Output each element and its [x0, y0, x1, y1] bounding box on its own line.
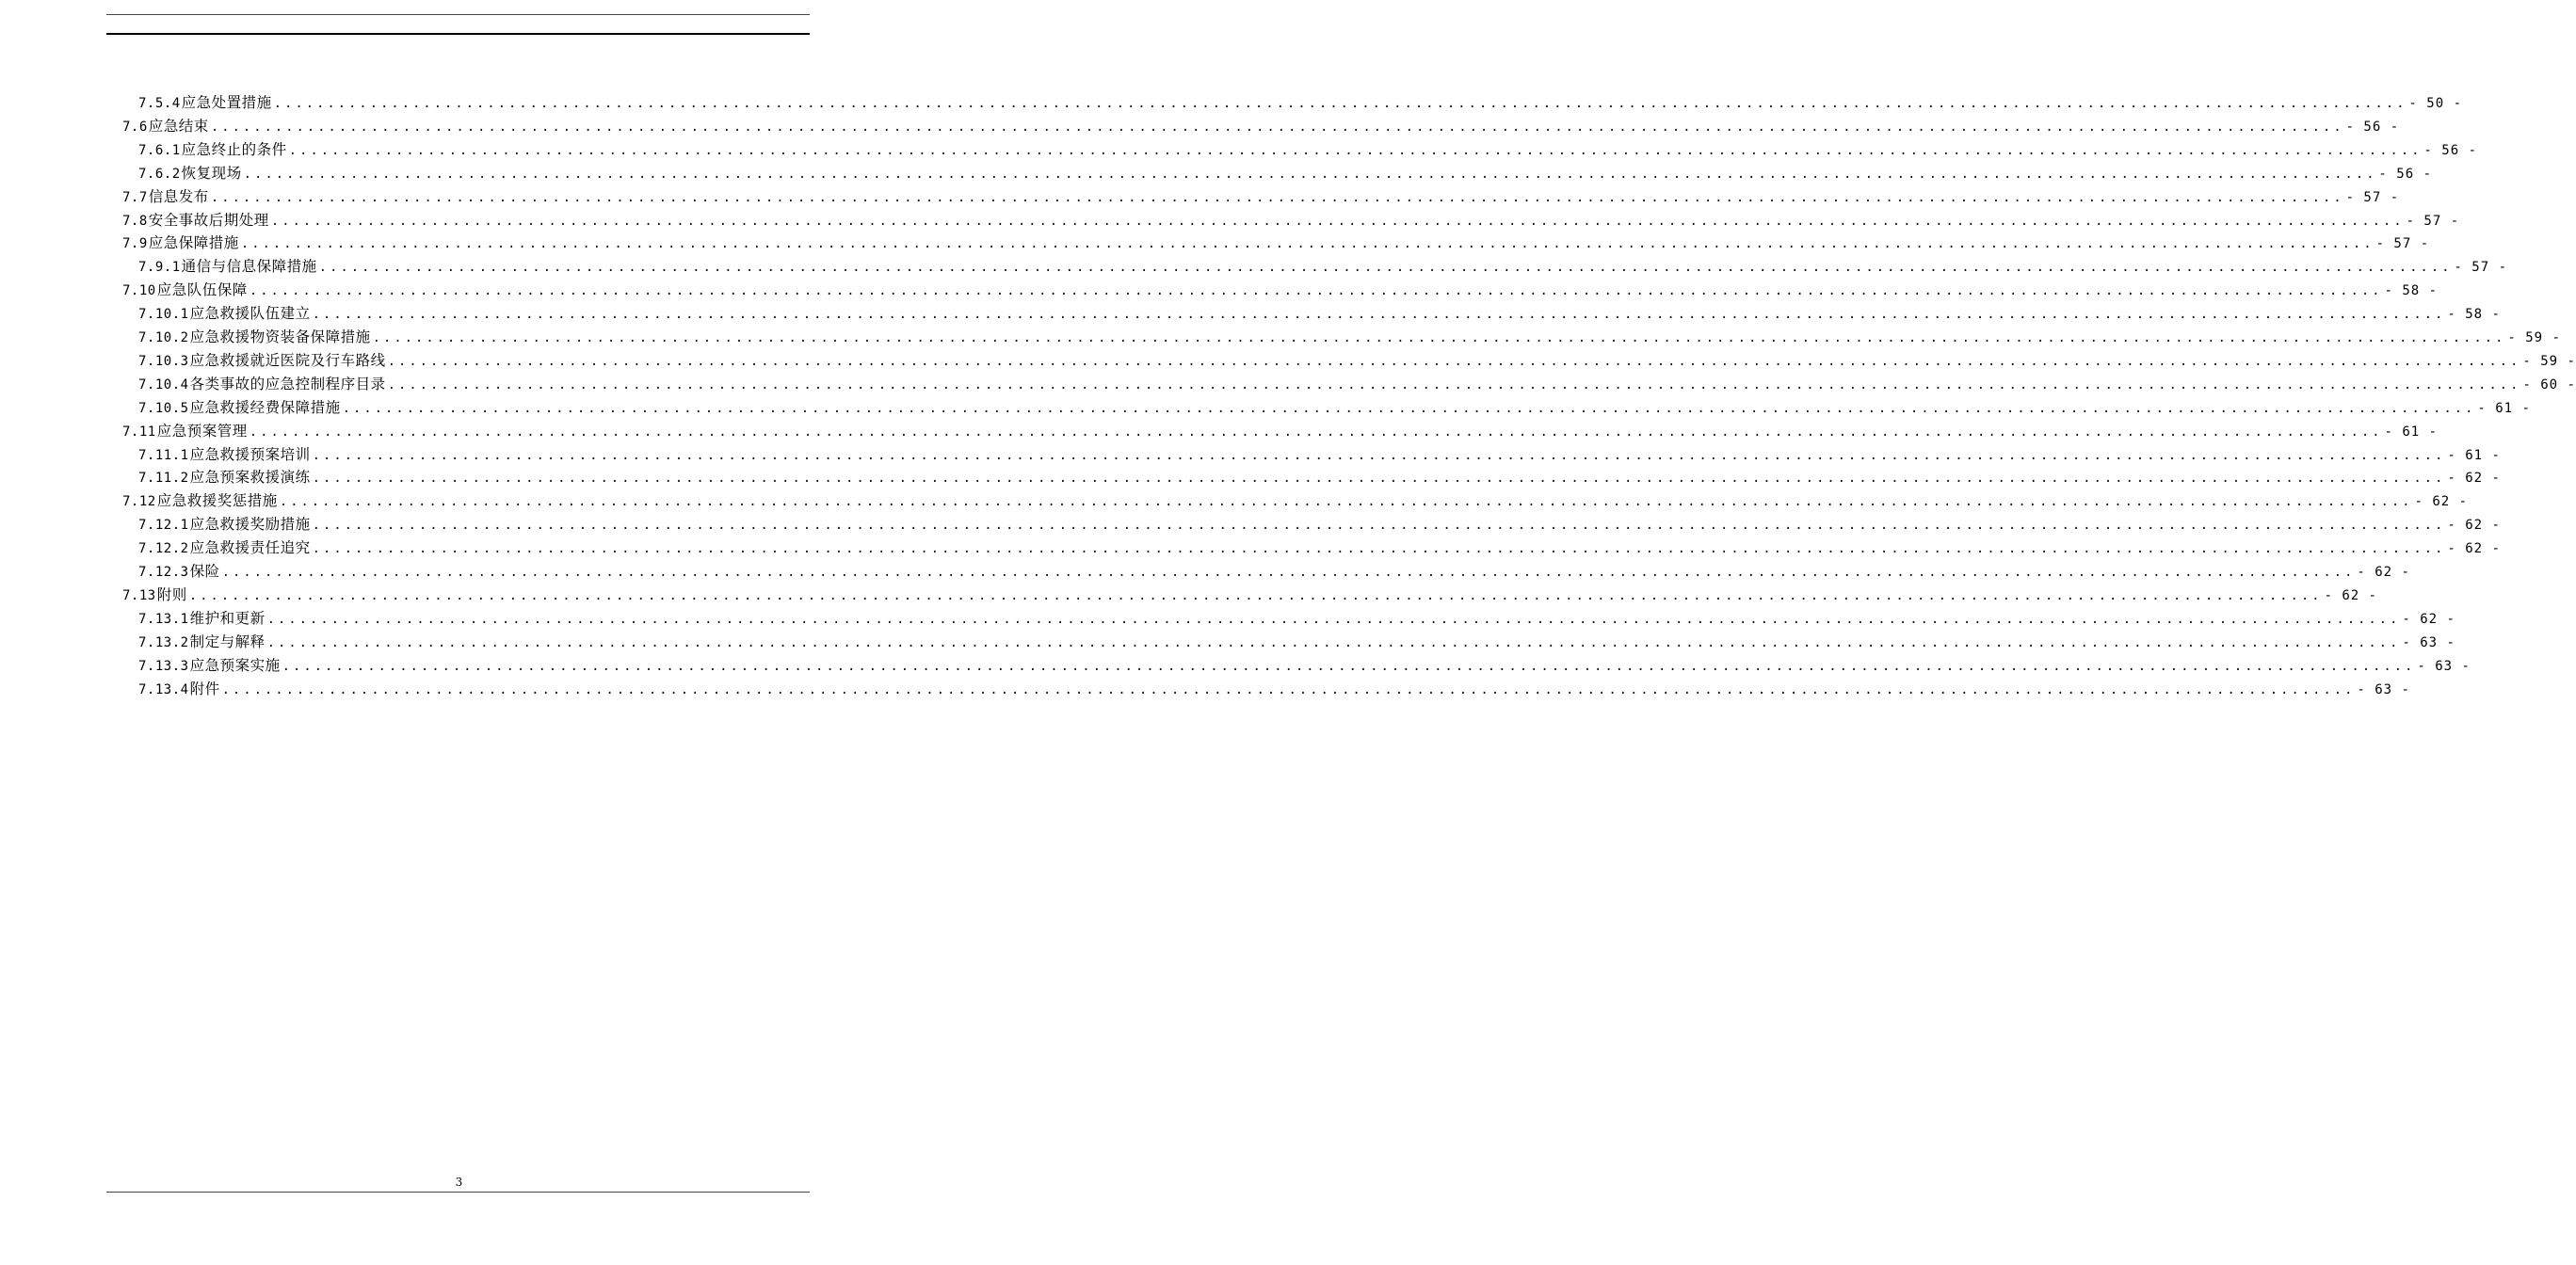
toc-entry-number: 7.10.1: [138, 307, 189, 323]
toc-entry[interactable]: [138, 678, 2410, 700]
toc-entry-page: - 57 -: [2406, 213, 2460, 229]
toc-entry-title: 应急队伍保障: [156, 281, 248, 299]
toc-entry-page: - 63 -: [2417, 658, 2471, 674]
toc-dot-leader: ........................................................................................................................................................................................................: [243, 166, 2377, 182]
toc-dot-leader: ........................................................................................................................................................................................................: [270, 213, 2405, 229]
toc-entry-page: - 58 -: [2447, 307, 2501, 323]
toc-dot-leader: ........................................................................................................................................................................................................: [312, 471, 2446, 487]
toc-entry[interactable]: [122, 489, 2469, 512]
toc-entry[interactable]: [138, 631, 2455, 653]
toc-dot-leader: ........................................................................................................................................................................................................: [288, 142, 2423, 158]
toc-entry-title: 应急救援队伍建立: [189, 305, 311, 323]
toc-entry-title: 安全事故后期处理: [148, 211, 269, 229]
toc-entry[interactable]: [138, 162, 2432, 184]
toc-entry[interactable]: [122, 115, 2400, 137]
toc-dot-leader: ........................................................................................................................................................................................................: [282, 658, 2416, 674]
toc-entry-title: 各类事故的应急控制程序目录: [189, 375, 386, 392]
toc-dot-leader: ........................................................................................................................................................................................................: [312, 518, 2446, 534]
toc-entry-title: 制定与解释: [189, 632, 266, 650]
toc-dot-leader: ........................................................................................................................................................................................................: [240, 236, 2375, 252]
toc-entry-number: 7.6.1: [138, 142, 181, 158]
toc-entry-page: - 62 -: [2414, 494, 2469, 510]
toc-dot-leader: ........................................................................................................................................................................................................: [318, 260, 2453, 276]
toc-entry[interactable]: [122, 185, 2400, 208]
toc-entry-title: 通信与信息保障措施: [181, 258, 317, 276]
toc-dot-leader: ........................................................................................................................................................................................................: [279, 494, 2413, 510]
toc-entry-number: 7.10.4: [138, 376, 189, 392]
toc-entry-title: 附件: [189, 680, 220, 697]
toc-entry-title: 应急预案管理: [156, 422, 248, 440]
toc-entry-page: - 50 -: [2408, 96, 2462, 111]
toc-entry-page: - 57 -: [2345, 189, 2400, 205]
toc-entry-number: 7.12.3: [138, 565, 189, 580]
toc-dot-leader: ........................................................................................................................................................................................................: [387, 353, 2521, 369]
toc-entry-page: - 62 -: [2324, 587, 2378, 603]
toc-entry-title: 应急救援就近医院及行车路线: [189, 351, 386, 369]
toc-entry-page: - 61 -: [2384, 424, 2439, 440]
toc-entry-title: 应急终止的条件: [181, 140, 287, 158]
toc-entry-page: - 59 -: [2507, 330, 2561, 345]
toc-entry[interactable]: [138, 255, 2507, 278]
toc-entry-number: 7.12.2: [138, 541, 189, 557]
toc-entry-page: - 59 -: [2522, 353, 2576, 369]
toc-entry-page: - 58 -: [2384, 283, 2439, 299]
toc-entry-title: 应急预案救援演练: [189, 469, 311, 487]
toc-entry-title: 应急救援经费保障措施: [189, 398, 341, 416]
toc-entry-title: 附则: [156, 585, 187, 603]
toc-entry-page: - 56 -: [2378, 166, 2432, 182]
toc-dot-leader: ........................................................................................................................................................................................................: [210, 189, 2344, 205]
toc-entry-number: 7.12: [122, 494, 156, 510]
toc-entry-number: 7.13.1: [138, 611, 189, 627]
toc-entry-page: - 57 -: [2375, 236, 2430, 252]
toc-entry-page: - 60 -: [2522, 376, 2576, 392]
toc-entry[interactable]: [138, 466, 2501, 488]
toc-entry[interactable]: [122, 584, 2378, 606]
toc-entry-number: 7.13.4: [138, 681, 189, 697]
toc-entry[interactable]: [138, 513, 2501, 536]
toc-entry[interactable]: [122, 420, 2439, 442]
toc-entry[interactable]: [138, 443, 2501, 466]
footer-rule: [106, 1192, 810, 1193]
toc-entry[interactable]: [138, 536, 2501, 559]
toc-entry-number: 7.10.2: [138, 330, 189, 345]
footer-page-number: 3: [455, 1176, 463, 1189]
toc-dot-leader: ........................................................................................................................................................................................................: [266, 634, 2401, 650]
toc-entry-page: - 62 -: [2447, 518, 2501, 534]
toc-entry[interactable]: [138, 326, 2561, 348]
toc-dot-leader: ........................................................................................................................................................................................................: [273, 96, 2407, 111]
toc-entry-page: - 62 -: [2357, 565, 2410, 580]
header-rule-thin: [106, 14, 810, 15]
toc-entry-number: 7.11.2: [138, 471, 189, 487]
toc-entry-title: 应急预案实施: [189, 656, 281, 674]
toc-entry[interactable]: [138, 373, 2576, 395]
toc-entry-title: 信息发布: [148, 187, 209, 205]
toc-entry-page: - 63 -: [2357, 681, 2410, 697]
toc-entry-page: - 56 -: [2345, 119, 2400, 135]
toc-entry-number: 7.5.4: [138, 96, 181, 111]
toc-entry-number: 7.10.3: [138, 353, 189, 369]
toc-entry-title: 应急救援责任追究: [189, 539, 311, 557]
toc-entry[interactable]: [138, 349, 2576, 372]
toc-entry[interactable]: [138, 138, 2477, 161]
toc-entry[interactable]: [138, 607, 2455, 630]
toc-entry[interactable]: [122, 209, 2460, 232]
toc-dot-leader: ........................................................................................................................................................................................................: [249, 283, 2383, 299]
toc-entry[interactable]: [138, 91, 2462, 114]
toc-entry-title: 应急结束: [148, 117, 209, 135]
toc-dot-leader: ........................................................................................................................................................................................................: [312, 447, 2446, 463]
header-rule-thick: [106, 33, 810, 35]
toc-entry-number: 7.7: [122, 189, 148, 205]
toc-entry[interactable]: [138, 560, 2410, 583]
toc-entry-title: 应急救援物资装备保障措施: [189, 328, 371, 345]
toc-entry-page: - 62 -: [2447, 541, 2501, 557]
toc-dot-leader: ........................................................................................................................................................................................................: [210, 119, 2344, 135]
toc-entry-title: 保险: [189, 563, 220, 580]
toc-entry-title: 应急救援预案培训: [189, 445, 311, 463]
toc-entry[interactable]: [122, 279, 2439, 301]
toc-entry-number: 7.11: [122, 424, 156, 440]
toc-entry-title: 应急处置措施: [181, 94, 272, 111]
toc-dot-leader: ........................................................................................................................................................................................................: [249, 424, 2383, 440]
toc-dot-leader: ........................................................................................................................................................................................................: [312, 307, 2446, 323]
toc-entry-number: 7.6.2: [138, 166, 181, 182]
toc-entry-page: - 63 -: [2402, 634, 2455, 650]
toc-entry-title: 应急保障措施: [148, 234, 239, 252]
toc-dot-leader: ........................................................................................................................................................................................................: [312, 541, 2446, 557]
toc-dot-leader: ........................................................................................................................................................................................................: [266, 611, 2401, 627]
toc-entry-page: - 62 -: [2402, 611, 2455, 627]
toc-entry[interactable]: [138, 654, 2471, 677]
toc-entry-number: 7.9: [122, 236, 148, 252]
toc-entry-number: 7.13: [122, 587, 156, 603]
toc-entry[interactable]: [138, 396, 2531, 419]
toc-dot-leader: ........................................................................................................................................................................................................: [342, 400, 2476, 416]
toc-entry-title: 恢复现场: [181, 164, 242, 182]
toc-entry-number: 7.11.1: [138, 447, 189, 463]
toc-dot-leader: ........................................................................................................................................................................................................: [387, 376, 2521, 392]
toc-entry-number: 7.9.1: [138, 260, 181, 276]
toc-entry-number: 7.13.3: [138, 658, 189, 674]
toc-entry-title: 维护和更新: [189, 609, 266, 627]
toc-entry-number: 7.10: [122, 283, 156, 299]
toc-entry-page: - 61 -: [2447, 447, 2501, 463]
toc-entry-number: 7.10.5: [138, 400, 189, 416]
toc-entry-number: 7.13.2: [138, 634, 189, 650]
toc-entry-title: 应急救援奖惩措施: [156, 492, 278, 510]
toc-dot-leader: ........................................................................................................................................................................................................: [221, 681, 2356, 697]
toc-entry-title: 应急救援奖励措施: [189, 516, 311, 534]
toc-entry-page: - 61 -: [2477, 400, 2531, 416]
toc-dot-leader: ........................................................................................................................................................................................................: [372, 330, 2506, 345]
toc-entry-number: 7.12.1: [138, 518, 189, 534]
toc-entry-number: 7.6: [122, 119, 148, 135]
toc-dot-leader: ........................................................................................................................................................................................................: [221, 565, 2356, 580]
toc-entry-page: - 62 -: [2447, 471, 2501, 487]
toc-entry-page: - 56 -: [2423, 142, 2477, 158]
toc-entry[interactable]: [122, 232, 2430, 254]
toc-dot-leader: ........................................................................................................................................................................................................: [188, 587, 2323, 603]
toc-entry[interactable]: [138, 302, 2501, 325]
toc-entry-page: - 57 -: [2454, 260, 2507, 276]
toc-entry-number: 7.8: [122, 213, 148, 229]
